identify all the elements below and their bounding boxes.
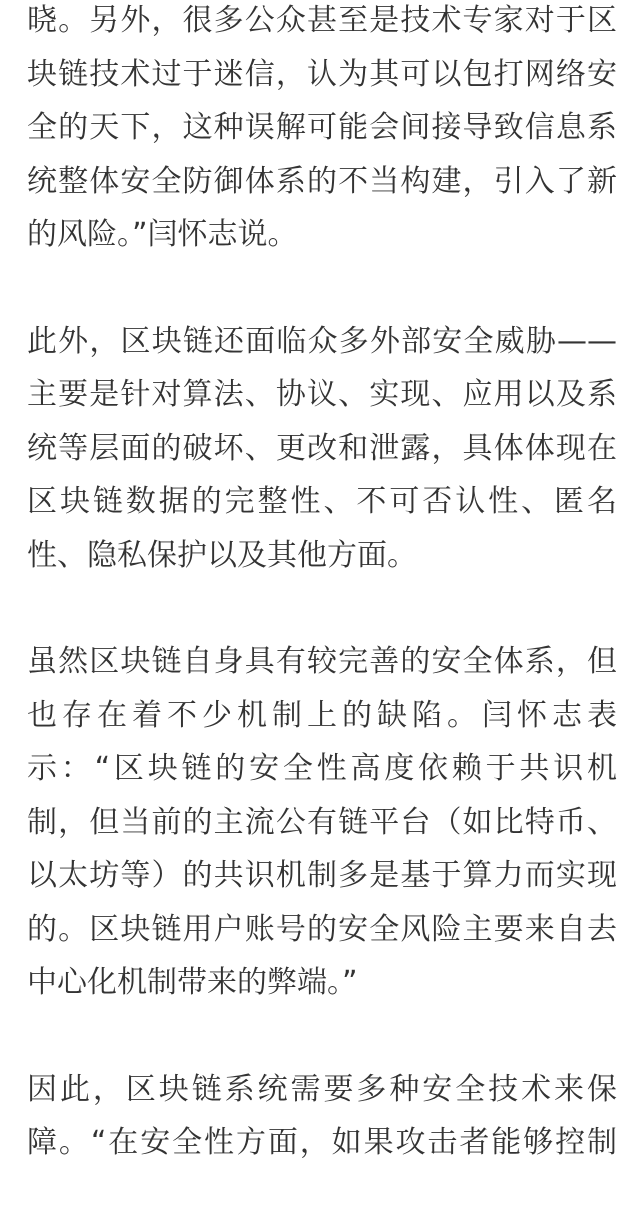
text-line: 性、隐私保护以及其他方面。: [27, 537, 417, 573]
text-line: 块链技术过于迷信，认为其可以包打网络安: [27, 56, 617, 92]
article-body: [27, 0, 617, 1223]
text-line: 也存在着不少机制上的缺陷。闫怀志表: [27, 697, 617, 733]
text-line: 的。区块链用户账号的安全风险主要来自去: [27, 911, 617, 947]
text-line: 因此，区块链系统需要多种安全技术来保: [27, 1071, 617, 1107]
paragraph-2: [27, 315, 617, 583]
text-line: 区块链数据的完整性、不可否认性、匿名: [27, 484, 617, 519]
paragraph-4: [27, 1063, 617, 1170]
text-line: 主要是针对算法、协议、实现、应用以及系: [27, 377, 617, 412]
text-line: 虽然区块链自身具有较完善的安全体系，但: [27, 644, 617, 679]
text-line: 统整体安全防御体系的不当构建，引入了新: [27, 163, 617, 199]
paragraph-3: [27, 635, 617, 1010]
text-line: 中心化机制带来的弊端。”: [27, 965, 358, 1000]
text-line: 的风险。”闫怀志说。: [27, 217, 298, 252]
text-line: 全的天下，这种误解可能会间接导致信息系: [27, 110, 617, 145]
text-line: 以太坊等）的共识机制多是基于算力而实现: [27, 858, 617, 893]
paragraph-1: [27, 0, 617, 262]
text-line: 制，但当前的主流公有链平台（如比特币、: [27, 804, 617, 840]
text-line: 晓。另外，很多公众甚至是技术专家对于区: [27, 3, 617, 38]
text-line: 障。“在安全性方面，如果攻击者能够控制: [27, 1125, 617, 1160]
text-line: 此外，区块链还面临众多外部安全威胁——: [27, 323, 617, 359]
text-line: 统等层面的破坏、更改和泄露，具体体现在: [27, 430, 617, 466]
text-line: 示：“区块链的安全性高度依赖于共识机: [27, 751, 617, 786]
